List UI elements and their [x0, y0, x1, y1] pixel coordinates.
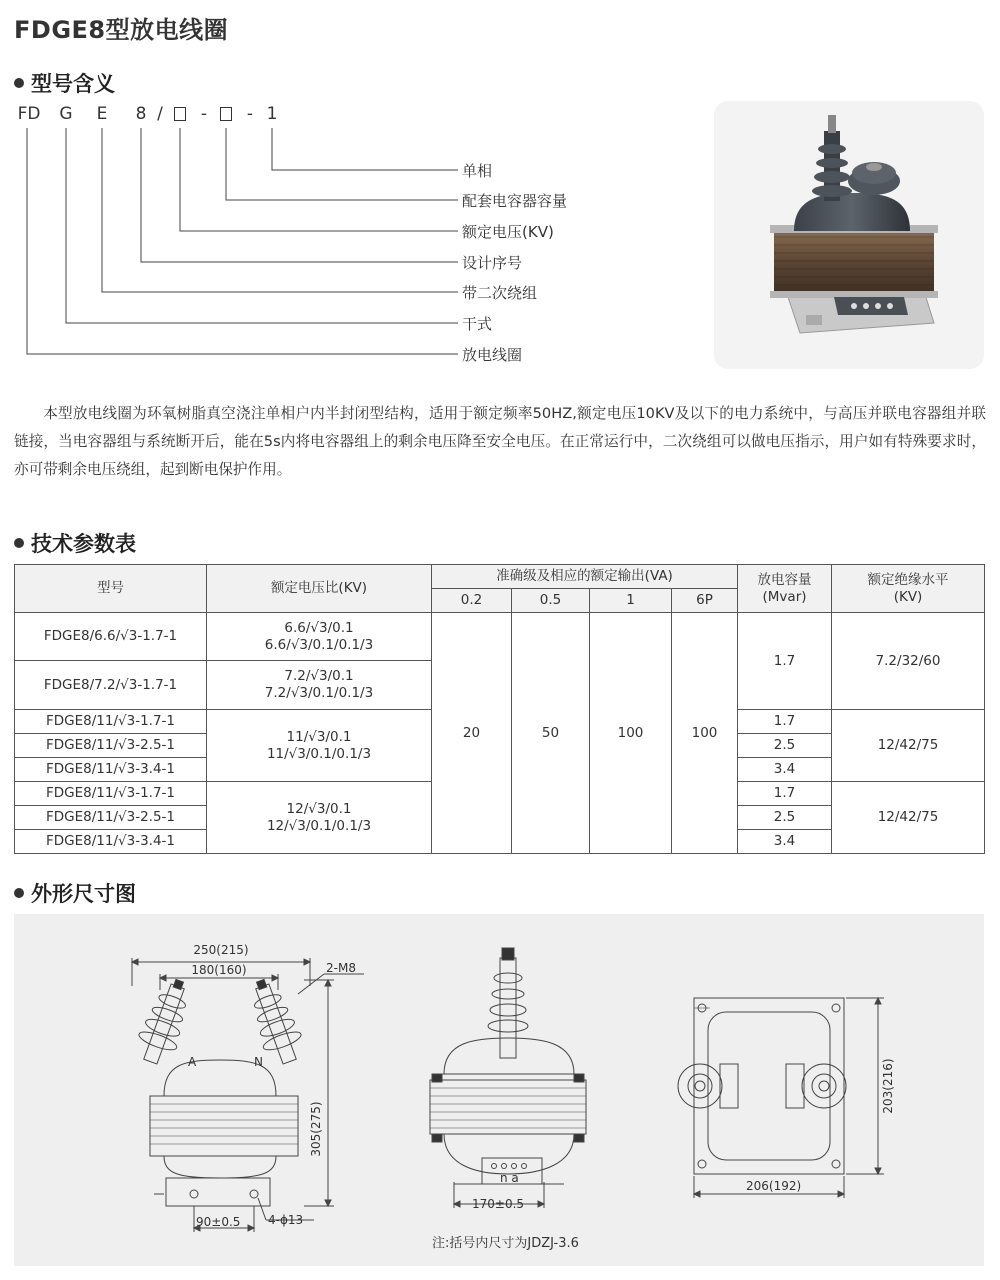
header-acc-0-5: 0.5 [512, 589, 590, 613]
dim-base-label: 90±0.5 [196, 1215, 241, 1229]
cell-capacity: 1.7 [738, 710, 832, 734]
bullet-icon [14, 538, 24, 548]
section-title: 外形尺寸图 [31, 882, 136, 906]
description-text: 本型放电线圈为环氧树脂真空浇注单相户内半封闭型结构，适用于额定频率50HZ,额定电压10KV及以下的电力系统中，与高压并联电容器组并联链接，当电容器组与系统断开后，能在5s内将电容器组上的剩余电压降至安全电压。在正常运行中，二次绕组可以做电压指示，用户如有特殊要求时，亦可带剩余电压绕组，起到断电保护作用。 [14, 405, 986, 478]
cell-capacity: 1.7 [738, 613, 832, 710]
product-photo [714, 101, 984, 369]
cell-insulation: 12/42/75 [832, 782, 985, 854]
model-char-dash: - [200, 104, 208, 124]
cell-insulation: 12/42/75 [832, 710, 985, 782]
cell-ratio: 11/√3/0.1 11/√3/0.1/0.1/3 [207, 710, 432, 782]
cell-capacity: 2.5 [738, 806, 832, 830]
model-label-rated-voltage: 额定电压(KV) [462, 223, 554, 241]
model-char-8: 8 [135, 104, 147, 124]
cell-ratio: 6.6/√3/0.1 6.6/√3/0.1/0.1/3 [207, 613, 432, 661]
cell-capacity: 1.7 [738, 782, 832, 806]
header-insulation: 额定绝缘水平 (KV) [832, 565, 985, 613]
cell-model: FDGE8/11/√3-2.5-1 [15, 734, 207, 758]
model-label-single-phase: 单相 [462, 162, 493, 180]
model-char-fd: FD [17, 104, 41, 124]
dim-terminal-na-label: n a [500, 1171, 519, 1185]
dim-bolt-label: 2-M8 [326, 961, 356, 975]
section-title: 技术参数表 [31, 532, 136, 556]
model-leader-lines [0, 0, 460, 370]
bullet-icon [14, 888, 24, 898]
dim-base-side-label: 170±0.5 [472, 1197, 525, 1211]
cell-model: FDGE8/11/√3-3.4-1 [15, 758, 207, 782]
cell-model: FDGE8/11/√3-3.4-1 [15, 830, 207, 854]
model-char-g: G [59, 104, 73, 124]
cell-insulation: 7.2/32/60 [832, 613, 985, 710]
dim-terminal-n-label: N [254, 1055, 263, 1069]
cell-ratio: 12/√3/0.1 12/√3/0.1/0.1/3 [207, 782, 432, 854]
header-acc-0-2: 0.2 [432, 589, 512, 613]
dim-width-label: 250(215) [193, 943, 249, 957]
model-label-discharge-coil: 放电线圈 [462, 346, 523, 364]
description-paragraph [14, 400, 986, 484]
dim-holes-label: 4-ϕ13 [268, 1213, 304, 1227]
dim-top-height-label: 203(216) [881, 1058, 895, 1114]
model-label-capacitor-capacity: 配套电容器容量 [462, 192, 568, 210]
model-char-e: E [96, 104, 108, 124]
section-heading-dimensions [14, 878, 136, 908]
dim-top-width-label: 206(192) [746, 1179, 802, 1193]
header-capacity: 放电容量 (Mvar) [738, 565, 832, 613]
drawing-note: 注:括号内尺寸为JDZJ-3.6 [432, 1236, 579, 1251]
section-title: 型号含义 [31, 72, 115, 96]
model-char-slash: / [157, 104, 163, 124]
cell-capacity: 3.4 [738, 758, 832, 782]
header-model: 型号 [15, 565, 207, 613]
dimension-drawing [14, 914, 984, 1266]
cell-model: FDGE8/11/√3-1.7-1 [15, 710, 207, 734]
dimension-drawing-panel [14, 914, 984, 1266]
model-char-dash: - [246, 104, 254, 124]
cell-output-0-2: 20 [432, 613, 512, 854]
page-title: FDGE8型放电线圈 [14, 16, 229, 44]
model-label-design-no: 设计序号 [462, 254, 523, 272]
model-label-dry-type: 干式 [462, 315, 493, 333]
cell-model: FDGE8/7.2/√3-1.7-1 [15, 661, 207, 710]
model-label-secondary-winding: 带二次绕组 [462, 284, 538, 302]
section-heading-tech-params [14, 528, 136, 558]
cell-model: FDGE8/6.6/√3-1.7-1 [15, 613, 207, 661]
cell-ratio: 7.2/√3/0.1 7.2/√3/0.1/0.1/3 [207, 661, 432, 710]
dim-inner-width-label: 180(160) [191, 963, 247, 977]
cell-model: FDGE8/11/√3-1.7-1 [15, 782, 207, 806]
cell-capacity: 3.4 [738, 830, 832, 854]
dim-terminal-a-label: A [188, 1055, 197, 1069]
model-char-1: 1 [266, 104, 278, 124]
cell-model: FDGE8/11/√3-2.5-1 [15, 806, 207, 830]
cell-output-6p: 100 [672, 613, 738, 854]
header-acc-6p: 6P [672, 589, 738, 613]
cell-capacity: 2.5 [738, 734, 832, 758]
cell-output-0-5: 50 [512, 613, 590, 854]
header-ratio: 额定电压比(KV) [207, 565, 432, 613]
table-row [15, 613, 985, 661]
header-acc-1: 1 [590, 589, 672, 613]
header-accuracy: 准确级及相应的额定输出(VA) [432, 565, 738, 589]
cell-output-1: 100 [590, 613, 672, 854]
spec-table [14, 564, 985, 854]
table-header-row [15, 565, 985, 589]
dim-height-label: 305(275) [309, 1101, 323, 1157]
